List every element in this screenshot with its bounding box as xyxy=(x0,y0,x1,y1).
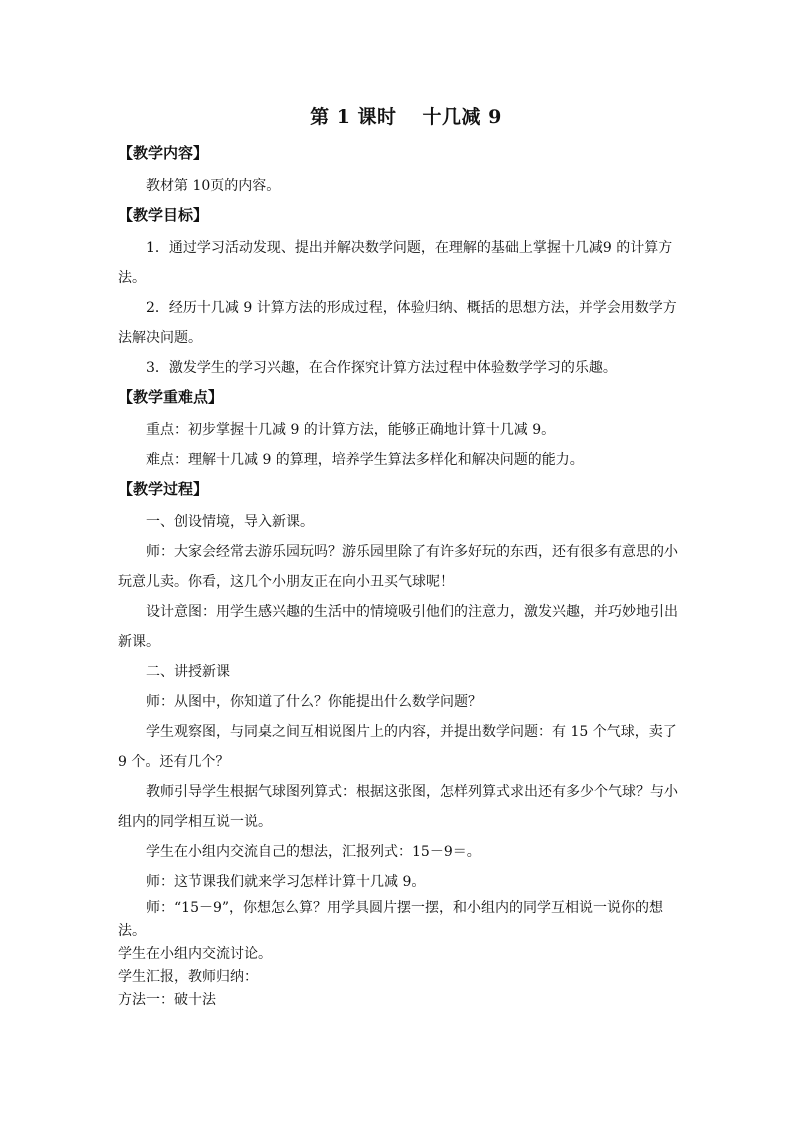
document-body xyxy=(118,102,678,1012)
step2-intro: 师：这节课我们就来学习怎样计算十几减 9。 xyxy=(146,874,426,890)
step1-design: 设计意图：用学生感兴趣的生活中的情境吸引他们的注意力，激发兴趣，并巧妙地引出新课。 xyxy=(118,604,678,650)
method-1: 方法一：破十法 xyxy=(118,992,216,1008)
step2-summary: 学生汇报，教师归纳： xyxy=(118,969,258,985)
step1-title: 一、创设情境，导入新课。 xyxy=(146,514,314,530)
heading-teaching-process: 【教学过程】 xyxy=(118,480,209,498)
difficult-point: 难点：理解十几减 9 的算理，培养学生算法多样化和解决问题的能力。 xyxy=(146,452,584,468)
goal-1: 1．通过学习活动发现、提出并解决数学问题，在理解的基础上掌握十几减9 的计算方法。 xyxy=(118,240,673,286)
step2-guide: 教师引导学生根据气球图列算式：根据这张图，怎样列算式求出还有多少个气球？与小组内的同学相互说一说。 xyxy=(118,784,678,830)
step2-observe: 学生观察图，与同桌之间互相说图片上的内容，并提出数学问题：有 15 个气球，卖了 9 个。还有几个？ xyxy=(118,724,677,770)
lesson-title xyxy=(118,102,678,129)
heading-key-points: 【教学重难点】 xyxy=(118,388,224,406)
teaching-content-text: 教材第 10页的内容。 xyxy=(146,178,281,194)
heading-teaching-content: 【教学内容】 xyxy=(118,144,209,162)
step1-teacher: 师：大家会经常去游乐园玩吗？游乐园里除了有许多好玩的东西，还有很多有意思的小玩意儿卖。你看，这几个小朋友正在向小丑买气球呢！ xyxy=(118,544,678,590)
heading-teaching-goals: 【教学目标】 xyxy=(118,206,209,224)
lesson-number: 第 1 课时 xyxy=(310,106,397,128)
step2-how: 师：“15－9”，你想怎么算？用学具圆片摆一摆，和小组内的同学互相说一说你的想法。 xyxy=(118,900,664,939)
key-point: 重点：初步掌握十几减 9 的计算方法，能够正确地计算十几减 9。 xyxy=(146,422,556,438)
goal-3: 3．激发学生的学习兴趣，在合作探究计算方法过程中体验数学学习的乐趣。 xyxy=(146,360,617,376)
step2-report: 学生在小组内交流自己的想法，汇报列式：15－9＝。 xyxy=(146,844,481,860)
step2-question: 师：从图中，你知道了什么？你能提出什么数学问题？ xyxy=(146,694,482,710)
step2-discuss: 学生在小组内交流讨论。 xyxy=(118,946,272,962)
step2-title: 二、讲授新课 xyxy=(146,664,230,680)
goal-2: 2．经历十几减 9 计算方法的形成过程，体验归纳、概括的思想方法，并学会用数学方法解决问题。 xyxy=(118,300,677,346)
lesson-topic: 十几减 9 xyxy=(422,106,502,128)
